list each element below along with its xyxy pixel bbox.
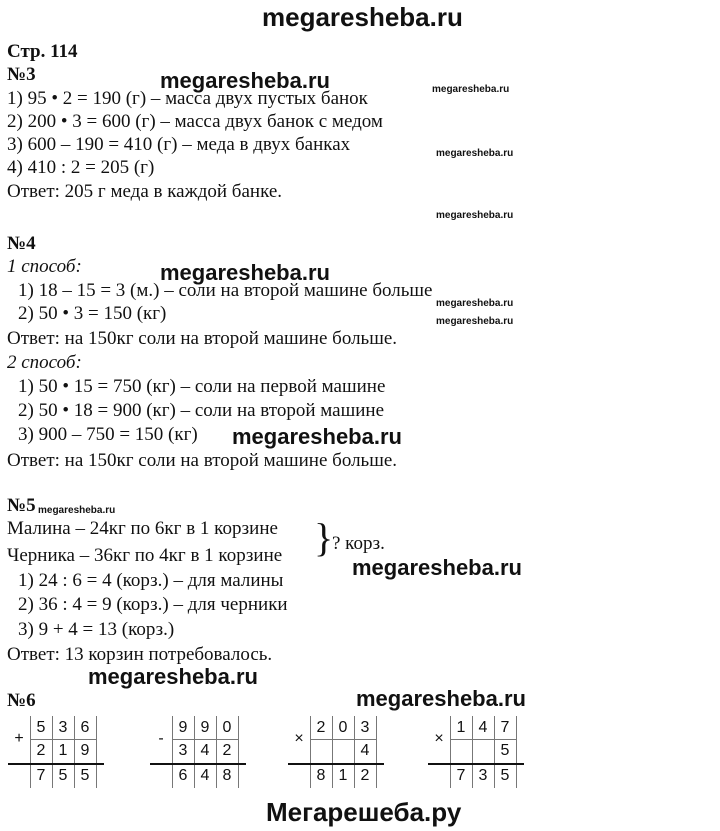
watermark-small: megaresheba.ru [436, 316, 514, 327]
digit: 6 [80, 719, 90, 736]
digit: 2 [222, 742, 232, 759]
watermark-small: megaresheba.ru [436, 298, 514, 309]
task5-condition-2: Черника – 36кг по 4кг в 1 корзине [7, 545, 283, 566]
task5-line-3: 3) 9 + 4 = 13 (корз.) [18, 619, 175, 640]
task4-m1-line-2: 2) 50 • 3 = 150 (кг) [18, 303, 167, 324]
watermark: megaresheba.ru [352, 555, 522, 580]
task6-title: №6 [7, 690, 36, 711]
digit: 2 [36, 742, 46, 759]
digit: 2 [360, 767, 370, 784]
watermark: megaresheba.ru [356, 686, 526, 711]
operator: - [158, 730, 164, 747]
digit: 0 [338, 719, 348, 736]
digit: 4 [200, 742, 210, 759]
digit: 9 [80, 742, 90, 759]
task3-line-4: 4) 410 : 2 = 205 (г) [7, 157, 155, 178]
watermark-small: megaresheba.ru [436, 148, 514, 159]
digit: 4 [478, 719, 488, 736]
watermark: megaresheba.ru [160, 68, 330, 93]
task4-m1-line-1: 1) 18 – 15 = 3 (м.) – соли на второй машине больше [18, 280, 433, 301]
watermark: megaresheba.ru [232, 424, 402, 449]
task4-answer1: Ответ: на 150кг соли на второй машине больше. [7, 328, 398, 349]
digit: 3 [360, 719, 370, 736]
task5-title: №5 [7, 495, 36, 516]
digit [310, 740, 332, 762]
watermark-small: megaresheba.ru [432, 84, 510, 95]
watermark-small: megaresheba.ru [436, 210, 514, 221]
digit: 7 [36, 767, 46, 784]
digit: 5 [500, 742, 510, 759]
digit: 8 [222, 767, 232, 784]
column-calc-multiplication [428, 716, 524, 788]
brace: } [314, 515, 334, 560]
operator: × [434, 730, 444, 747]
task3-answer: Ответ: 205 г меда в каждой банке. [7, 181, 283, 202]
column-calc-subtraction [150, 716, 246, 788]
task5-answer: Ответ: 13 корзин потребовалось. [7, 644, 273, 665]
digit: 4 [360, 742, 370, 759]
watermark: megaresheba.ru [160, 260, 330, 285]
digit: 5 [58, 767, 68, 784]
column-calc-addition [8, 716, 104, 788]
task3-title: №3 [7, 64, 36, 85]
task5-line-1: 1) 24 : 6 = 4 (корз.) – для малины [18, 570, 284, 591]
digit: 7 [456, 767, 466, 784]
task4-method2-label: 2 способ: [7, 352, 82, 373]
digit: 1 [456, 719, 466, 736]
task3-line-3: 3) 600 – 190 = 410 (г) – меда в двух банках [7, 134, 351, 155]
task5-condition-1: Малина – 24кг по 6кг в 1 корзине [7, 518, 278, 539]
digit: 7 [500, 719, 510, 736]
column-calc-multiplication [288, 716, 384, 788]
digit: 5 [80, 767, 90, 784]
digit [472, 740, 494, 762]
digit: 5 [36, 719, 46, 736]
digit: 0 [222, 719, 232, 736]
watermark: megaresheba.ru [88, 664, 258, 689]
footer-watermark: Мегарешеба.ру [266, 797, 462, 827]
digit: 3 [178, 742, 188, 759]
task5-line-2: 2) 36 : 4 = 9 (корз.) – для черники [18, 594, 288, 615]
digit: 9 [200, 719, 210, 736]
digit: 4 [200, 767, 210, 784]
operator: × [294, 730, 304, 747]
header-watermark: megaresheba.ru [262, 2, 463, 32]
digit: 1 [338, 767, 348, 784]
digit: 8 [316, 767, 326, 784]
operator: + [14, 730, 24, 747]
digit: 5 [500, 767, 510, 784]
task4-m2-line-3: 3) 900 – 750 = 150 (кг) [18, 424, 198, 445]
task4-title: №4 [7, 233, 36, 254]
task5-question: ? корз. [332, 533, 385, 554]
digit: 3 [58, 719, 68, 736]
digit: 1 [58, 742, 68, 759]
task4-m2-line-1: 1) 50 • 15 = 750 (кг) – соли на первой машине [18, 376, 386, 397]
page-number: Стр. 114 [7, 41, 78, 62]
digit [332, 740, 354, 762]
task4-answer2: Ответ: на 150кг соли на второй машине больше. [7, 450, 398, 471]
task3-line-2: 2) 200 • 3 = 600 (г) – масса двух банок с медом [7, 111, 383, 132]
watermark-small: megaresheba.ru [38, 505, 116, 516]
digit: 6 [178, 767, 188, 784]
task4-m2-line-2: 2) 50 • 18 = 900 (кг) – соли на второй машине [18, 400, 385, 421]
digit: 3 [478, 767, 488, 784]
task4-method1-label: 1 способ: [7, 256, 82, 277]
digit [450, 740, 472, 762]
digit: 2 [316, 719, 326, 736]
task3-line-1: 1) 95 • 2 = 190 (г) – масса двух пустых банок [7, 88, 368, 109]
digit: 9 [178, 719, 188, 736]
